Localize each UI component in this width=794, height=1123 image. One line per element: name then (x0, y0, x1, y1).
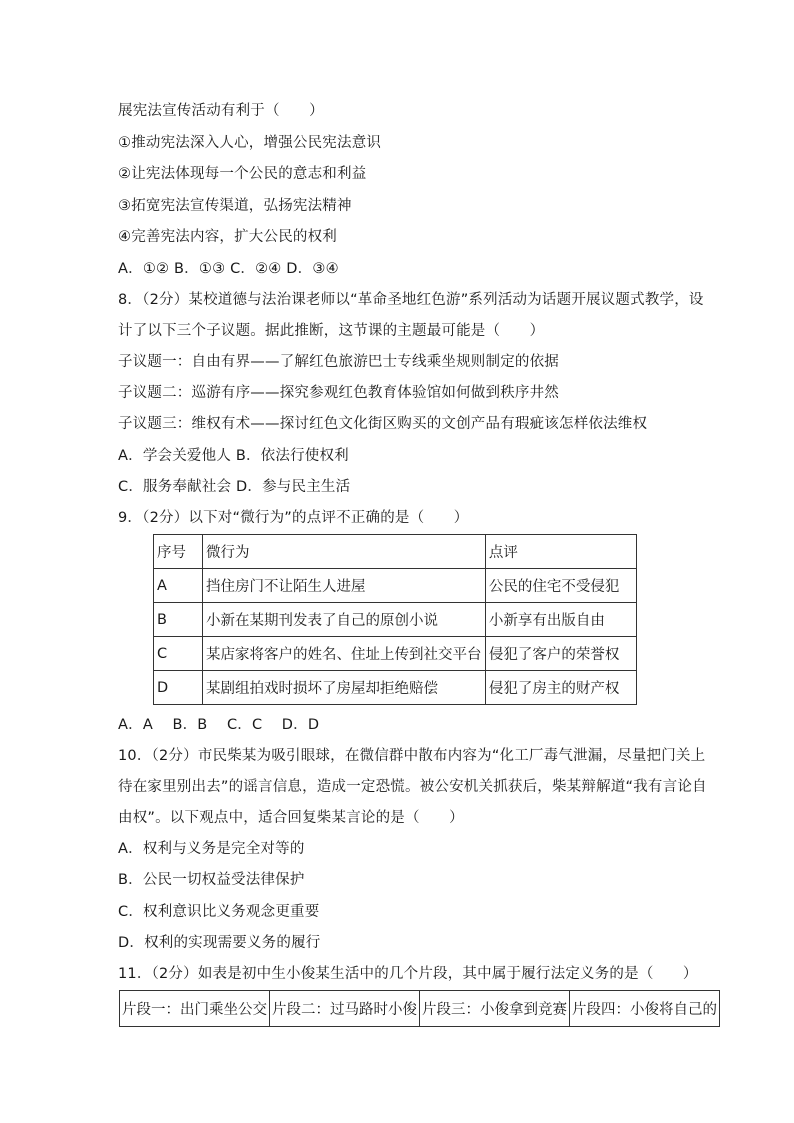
q9-cell-behavior: 挡住房门不让陌生人进屋 (203, 569, 486, 603)
q7-option-4: ④完善宪法内容，扩大公民的权利 (118, 229, 337, 245)
q10-option-a: A．权利与义务是完全对等的 (118, 841, 305, 857)
q8-stem-line-2: 计了以下三个子议题。据此推断，这节课的主题最可能是（ ） (118, 323, 545, 339)
q9-cell-behavior: 小新在某期刊发表了自己的原创小说 (203, 603, 486, 637)
q9-cell-comment: 小新享有出版自由 (485, 603, 636, 637)
q9-cell-comment: 公民的住宅不受侵犯 (485, 569, 636, 603)
q8-sub-topic-3: 子议题三：维权有术——探讨红色文化街区购买的文创产品有瑕疵该怎样依法维权 (118, 416, 648, 432)
q9-cell-comment: 侵犯了客户的荣誉权 (485, 637, 636, 671)
q10-option-d: D．权利的实现需要义务的履行 (118, 935, 321, 951)
q8-sub-topic-2: 子议题二：巡游有序——探究参观红色教育体验馆如何做到秩序井然 (118, 385, 559, 401)
q9-header-no: 序号 (154, 535, 203, 569)
q9-cell-no: B (154, 603, 203, 637)
q11-table (119, 990, 720, 1027)
q9-table (153, 534, 637, 705)
table-row (120, 991, 720, 1027)
q9-cell-behavior: 某剧组拍戏时损坏了房屋却拒绝赔偿 (203, 671, 486, 705)
q9-stem: 9．（2分）以下对“微行为”的点评不正确的是（ ） (118, 510, 469, 526)
q10-option-c: C．权利意识比义务观念更重要 (118, 904, 320, 920)
q10-stem-line-1: 10．（2分）市民柴某为吸引眼球，在微信群中散布内容为“化工厂毒气泄漏，尽量把门关上 (118, 748, 706, 764)
table-row (154, 671, 637, 705)
q9-header-comment: 点评 (485, 535, 636, 569)
q7-choices: A．①② B．①③ C．②④ D．③④ (118, 261, 339, 277)
q11-cell-1: 片段一：出门乘坐公交 (120, 991, 270, 1027)
q7-stem-tail: 展宪法宣传活动有利于（ ） (118, 103, 324, 119)
q9-cell-no: A (154, 569, 203, 603)
q9-cell-behavior: 某店家将客户的姓名、住址上传到社交平台 (203, 637, 486, 671)
table-row (154, 603, 637, 637)
q9-choices: A．A B．B C．C D．D (118, 717, 320, 733)
q9-cell-no: D (154, 671, 203, 705)
table-row (154, 637, 637, 671)
q10-option-b: B．公民一切权益受法律保护 (118, 872, 305, 888)
q11-cell-3: 片段三：小俊拿到竞赛 (420, 991, 570, 1027)
q10-stem-line-2: 待在家里别出去”的谣言信息，造成一定恐慌。被公安机关抓获后，柴某辩解道“我有言论自 (118, 779, 707, 795)
q9-cell-comment: 侵犯了房主的财产权 (485, 671, 636, 705)
q7-option-1: ①推动宪法深入人心，增强公民宪法意识 (118, 135, 382, 151)
table-row (154, 569, 637, 603)
q8-sub-topic-1: 子议题一：自由有界——了解红色旅游巴士专线乘坐规则制定的依据 (118, 354, 559, 370)
q8-choices-cd: C．服务奉献社会 D．参与民主生活 (118, 479, 351, 495)
q7-option-3: ③拓宽宪法宣传渠道，弘扬宪法精神 (118, 198, 352, 214)
q10-stem-line-3: 由权”。以下观点中，适合回复柴某言论的是（ ） (118, 810, 464, 826)
q11-cell-4: 片段四：小俊将自己的 (570, 991, 720, 1027)
q7-option-2: ②让宪法体现每一个公民的意志和利益 (118, 166, 367, 182)
q9-cell-no: C (154, 637, 203, 671)
q11-stem: 11．（2分）如表是初中生小俊某生活中的几个片段，其中属于履行法定义务的是（ ） (118, 966, 698, 982)
q8-stem-line-1: 8．（2分）某校道德与法治课老师以“革命圣地红色游”系列活动为话题开展议题式教学，设 (118, 292, 704, 308)
q9-table-header (154, 535, 637, 569)
q8-choices-ab: A．学会关爱他人 B．依法行使权利 (118, 448, 349, 464)
q11-cell-2: 片段二：过马路时小俊 (270, 991, 420, 1027)
q9-header-behavior: 微行为 (203, 535, 486, 569)
